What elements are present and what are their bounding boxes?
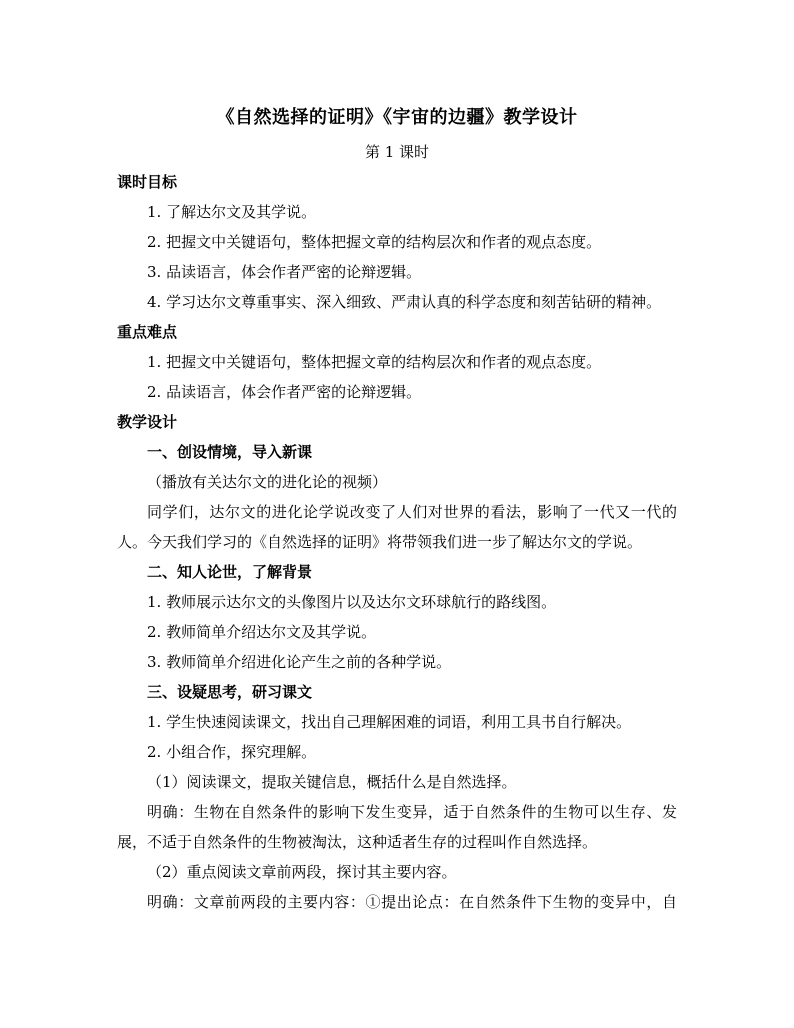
sub-item: （2）重点阅读文章前两段，探讨其主要内容。 (147, 863, 457, 881)
sub-item: （1）阅读课文，提取关键信息，概括什么是自然选择。 (147, 773, 517, 791)
paragraph-line: 明确：生物在自然条件的影响下发生变异，适于自然条件的生物可以生存、发 (147, 803, 677, 821)
list-item: 2. 教师简单介绍达尔文及其学说。 (147, 623, 377, 641)
doc-title: 《自然选择的证明》《宇宙的边疆》教学设计 (216, 107, 578, 128)
list-item: 2. 小组合作，探究理解。 (147, 743, 317, 761)
section-heading-objectives: 课时目标 (117, 173, 178, 191)
list-item: 3. 教师简单介绍进化论产生之前的各种学说。 (147, 653, 452, 671)
paragraph-line: 人。今天我们学习的《自然选择的证明》将带领我们进一步了解达尔文的学说。 (117, 533, 643, 551)
objective-item: 4. 学习达尔文尊重事实、深入细致、严肃认真的科学态度和刻苦钻研的精神。 (147, 293, 662, 311)
objective-item: 1. 了解达尔文及其学说。 (147, 203, 317, 221)
step-heading-2: 二、知人论世，了解背景 (147, 563, 313, 581)
paragraph-line: 展，不适于自然条件的生物被淘汰，这种适者生存的过程叫作自然选择。 (117, 833, 598, 851)
paragraph-line: （播放有关达尔文的进化论的视频） (147, 473, 388, 491)
section-heading-key-points: 重点难点 (117, 323, 178, 341)
key-point-item: 1. 把握文中关键语句，整体把握文章的结构层次和作者的观点态度。 (147, 353, 602, 371)
paragraph-line: 同学们，达尔文的进化论学说改变了人们对世界的看法，影响了一代又一代的 (147, 503, 677, 521)
step-heading-3: 三、设疑思考，研习课文 (147, 683, 313, 701)
list-item: 1. 教师展示达尔文的头像图片以及达尔文环球航行的路线图。 (147, 593, 557, 611)
objective-item: 2. 把握文中关键语句，整体把握文章的结构层次和作者的观点态度。 (147, 233, 602, 251)
section-heading-design: 教学设计 (117, 413, 178, 431)
paragraph-line: 明确：文章前两段的主要内容：①提出论点：在自然条件下生物的变异中，自 (147, 893, 677, 911)
key-point-item: 2. 品读语言，体会作者严密的论辩逻辑。 (147, 383, 422, 401)
doc-subtitle: 第 1 课时 (364, 143, 430, 161)
objective-item: 3. 品读语言，体会作者严密的论辩逻辑。 (147, 263, 422, 281)
list-item: 1. 学生快速阅读课文，找出自己理解困难的词语，利用工具书自行解决。 (147, 713, 632, 731)
step-heading-1: 一、创设情境，导入新课 (147, 443, 313, 461)
